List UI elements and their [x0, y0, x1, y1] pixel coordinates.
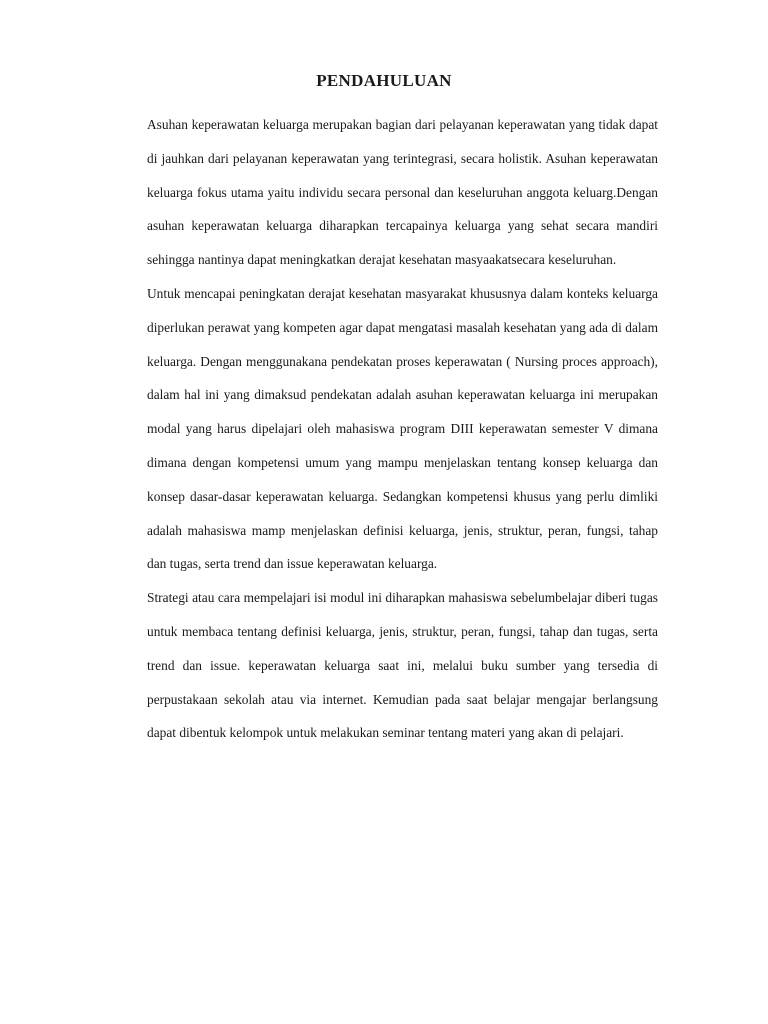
paragraph-objectives: Untuk mencapai peningkatan derajat kesehatan masyarakat khususnya dalam konteks keluarga diperlukan perawat yang kompeten agar dapat mengatasi masalah kesehatan yang ada di dalam keluarga. Dengan menggunakana pendekatan proses keperawatan ( Nursing proces approach), dalam hal ini yang dimaksud pendekatan adalah asuhan keperawatan keluarga ini merupakan modal yang harus dipelajari oleh mahasiswa program DIII keperawatan semester V dimana dimana dengan kompetensi umum yang mampu menjelaskan tentang konsep keluarga dan konsep dasar-dasar keperawatan keluarga. Sedangkan kompetensi khusus yang perlu dimliki adalah mahasiswa mamp menjelaskan definisi keluarga, jenis, struktur, peran, fungsi, tahap dan tugas, serta trend dan issue keperawatan keluarga.: [147, 285, 658, 572]
page-title: PENDAHULUAN: [316, 71, 452, 90]
paragraph-strategy: Strategi atau cara mempelajari isi modul ini diharapkan mahasiswa sebelumbelajar diberi tugas untuk membaca tentang definisi keluarga, jenis, struktur, peran, fungsi, tahap dan tugas, serta trend dan issue. keperawatan keluarga saat ini, melalui buku sumber yang tersedia di perpustakaan sekolah atau via internet. Kemudian pada saat belajar mengajar berlangsung dapat dibentuk kelompok untuk melakukan seminar tentang materi yang akan di pelajari.: [147, 590, 658, 741]
document-body: [147, 108, 658, 750]
paragraph-intro: Asuhan keperawatan keluarga merupakan bagian dari pelayanan keperawatan yang tidak dapat di jauhkan dari pelayanan keperawatan yang terintegrasi, secara holistik. Asuhan keperawatan keluarga fokus utama yaitu individu secara personal dan keseluruhan anggota keluarg.Dengan asuhan keperawatan keluarga diharapkan tercapainya keluarga yang sehat secara mandiri sehingga nantinya dapat meningkatkan derajat kesehatan masyaakatsecara keseluruhan.: [147, 117, 658, 268]
